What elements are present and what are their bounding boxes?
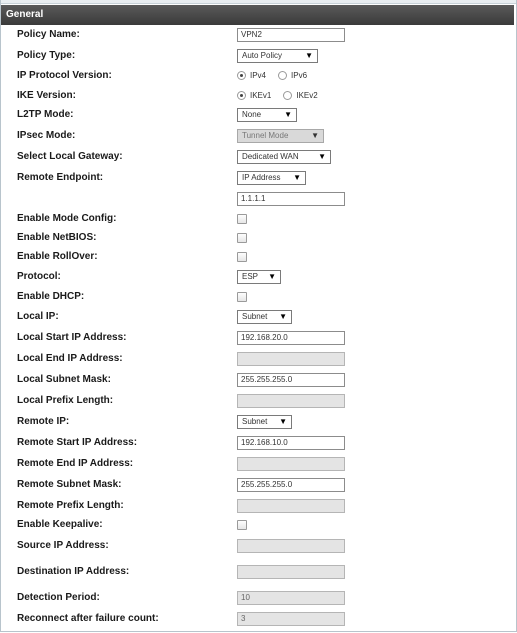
enable-netbios-label: Enable NetBIOS: bbox=[17, 232, 97, 243]
protocol-select[interactable] bbox=[237, 270, 281, 284]
ikev2-radio[interactable] bbox=[283, 91, 292, 100]
ipv6-radio[interactable] bbox=[278, 71, 287, 80]
local-end-ip-label: Local End IP Address: bbox=[17, 353, 123, 364]
remote-end-ip-input bbox=[237, 457, 345, 471]
policy-type-value: Auto Policy bbox=[242, 51, 283, 60]
row-detection-period bbox=[0, 590, 515, 606]
ipv4-radio[interactable] bbox=[237, 71, 246, 80]
remote-prefix-length-input bbox=[237, 499, 345, 513]
remote-start-ip-label: Remote Start IP Address: bbox=[17, 437, 138, 448]
remote-prefix-length-label: Remote Prefix Length: bbox=[17, 500, 124, 511]
remote-ip-value: Subnet bbox=[242, 417, 268, 426]
l2tp-mode-select[interactable] bbox=[237, 108, 297, 122]
local-start-ip-input[interactable]: 192.168.20.0 bbox=[237, 331, 345, 345]
dropdown-arrow-icon: ▼ bbox=[268, 272, 276, 281]
row-remote-prefix-length bbox=[0, 498, 515, 514]
row-remote-subnet-mask bbox=[0, 477, 515, 493]
row-ip-protocol-version bbox=[0, 68, 515, 84]
dropdown-arrow-icon: ▼ bbox=[311, 131, 319, 140]
source-ip-label: Source IP Address: bbox=[17, 540, 109, 551]
policy-name-label: Policy Name: bbox=[17, 29, 80, 40]
dropdown-arrow-icon: ▼ bbox=[305, 51, 313, 60]
ipsec-mode-label: IPsec Mode: bbox=[17, 130, 76, 141]
ipsec-mode-select bbox=[237, 129, 324, 143]
enable-dhcp-label: Enable DHCP: bbox=[17, 291, 85, 302]
row-local-ip bbox=[0, 309, 515, 325]
ipv4-radio-label: IPv4 bbox=[250, 70, 267, 80]
row-enable-keepalive bbox=[0, 517, 515, 533]
dropdown-arrow-icon: ▼ bbox=[284, 110, 292, 119]
dropdown-arrow-icon: ▼ bbox=[279, 417, 287, 426]
row-local-prefix-length bbox=[0, 393, 515, 409]
enable-mode-config-label: Enable Mode Config: bbox=[17, 213, 117, 224]
local-gateway-label: Select Local Gateway: bbox=[17, 151, 123, 162]
row-reconnect-count bbox=[0, 611, 515, 627]
row-enable-netbios bbox=[0, 230, 515, 246]
row-remote-endpoint-address bbox=[0, 191, 515, 207]
row-ipsec-mode bbox=[0, 128, 515, 144]
remote-endpoint-label: Remote Endpoint: bbox=[17, 172, 104, 183]
local-start-ip-label: Local Start IP Address: bbox=[17, 332, 127, 343]
ikev1-radio-label: IKEv1 bbox=[250, 90, 272, 100]
remote-ip-label: Remote IP: bbox=[17, 416, 70, 427]
remote-endpoint-address-input[interactable]: 1.1.1.1 bbox=[237, 192, 345, 206]
row-policy-type bbox=[0, 48, 515, 64]
enable-rollover-checkbox[interactable] bbox=[237, 252, 247, 262]
row-local-end-ip bbox=[0, 351, 515, 367]
protocol-label: Protocol: bbox=[17, 271, 61, 282]
enable-netbios-checkbox[interactable] bbox=[237, 233, 247, 243]
ipsec-mode-value: Tunnel Mode bbox=[242, 131, 289, 140]
row-remote-endpoint bbox=[0, 170, 515, 186]
row-l2tp-mode bbox=[0, 107, 515, 123]
row-destination-ip bbox=[0, 564, 515, 580]
local-gateway-select[interactable] bbox=[237, 150, 331, 164]
remote-subnet-mask-label: Remote Subnet Mask: bbox=[17, 479, 122, 490]
local-subnet-mask-input[interactable]: 255.255.255.0 bbox=[237, 373, 345, 387]
destination-ip-label: Destination IP Address: bbox=[17, 566, 130, 577]
remote-ip-select[interactable] bbox=[237, 415, 292, 429]
ip-protocol-version-label: IP Protocol Version: bbox=[17, 70, 112, 81]
local-gateway-value: Dedicated WAN bbox=[242, 152, 299, 161]
destination-ip-input bbox=[237, 565, 345, 579]
local-subnet-mask-label: Local Subnet Mask: bbox=[17, 374, 111, 385]
row-enable-mode-config bbox=[0, 211, 515, 227]
row-enable-rollover bbox=[0, 249, 515, 265]
row-policy-name bbox=[0, 27, 515, 43]
section-header: General bbox=[1, 5, 514, 25]
local-ip-label: Local IP: bbox=[17, 311, 59, 322]
protocol-value: ESP bbox=[242, 272, 259, 281]
ikev1-radio[interactable] bbox=[237, 91, 246, 100]
policy-type-label: Policy Type: bbox=[17, 50, 76, 61]
row-local-gateway bbox=[0, 149, 515, 165]
dropdown-arrow-icon: ▼ bbox=[293, 173, 301, 182]
row-enable-dhcp bbox=[0, 289, 515, 305]
ikev2-radio-label: IKEv2 bbox=[296, 90, 318, 100]
local-ip-value: Subnet bbox=[242, 312, 268, 321]
ike-version-label: IKE Version: bbox=[17, 90, 76, 101]
policy-name-input[interactable]: VPN2 bbox=[237, 28, 345, 42]
row-local-subnet-mask bbox=[0, 372, 515, 388]
enable-dhcp-checkbox[interactable] bbox=[237, 292, 247, 302]
row-protocol bbox=[0, 269, 515, 285]
l2tp-mode-value: None bbox=[242, 110, 262, 119]
local-ip-select[interactable] bbox=[237, 310, 292, 324]
ike-version-radios bbox=[237, 89, 330, 101]
row-remote-ip bbox=[0, 414, 515, 430]
detection-period-input: 10 bbox=[237, 591, 345, 605]
row-remote-end-ip bbox=[0, 456, 515, 472]
enable-keepalive-label: Enable Keepalive: bbox=[17, 519, 103, 530]
l2tp-mode-label: L2TP Mode: bbox=[17, 109, 74, 120]
row-ike-version bbox=[0, 88, 515, 104]
enable-rollover-label: Enable RollOver: bbox=[17, 251, 98, 262]
remote-endpoint-value: IP Address bbox=[242, 173, 281, 182]
dropdown-arrow-icon: ▼ bbox=[318, 152, 326, 161]
remote-endpoint-select[interactable] bbox=[237, 171, 306, 185]
remote-start-ip-input[interactable]: 192.168.10.0 bbox=[237, 436, 345, 450]
remote-end-ip-label: Remote End IP Address: bbox=[17, 458, 134, 469]
row-source-ip bbox=[0, 538, 515, 554]
ipv6-radio-label: IPv6 bbox=[291, 70, 308, 80]
local-end-ip-input bbox=[237, 352, 345, 366]
detection-period-label: Detection Period: bbox=[17, 592, 100, 603]
row-remote-start-ip bbox=[0, 435, 515, 451]
remote-subnet-mask-input[interactable]: 255.255.255.0 bbox=[237, 478, 345, 492]
row-local-start-ip bbox=[0, 330, 515, 346]
local-prefix-length-input bbox=[237, 394, 345, 408]
policy-type-select[interactable] bbox=[237, 49, 318, 63]
ip-protocol-version-radios bbox=[237, 69, 319, 81]
source-ip-input bbox=[237, 539, 345, 553]
enable-mode-config-checkbox[interactable] bbox=[237, 214, 247, 224]
reconnect-count-input: 3 bbox=[237, 612, 345, 626]
enable-keepalive-checkbox[interactable] bbox=[237, 520, 247, 530]
local-prefix-length-label: Local Prefix Length: bbox=[17, 395, 114, 406]
reconnect-count-label: Reconnect after failure count: bbox=[17, 613, 159, 624]
dropdown-arrow-icon: ▼ bbox=[279, 312, 287, 321]
